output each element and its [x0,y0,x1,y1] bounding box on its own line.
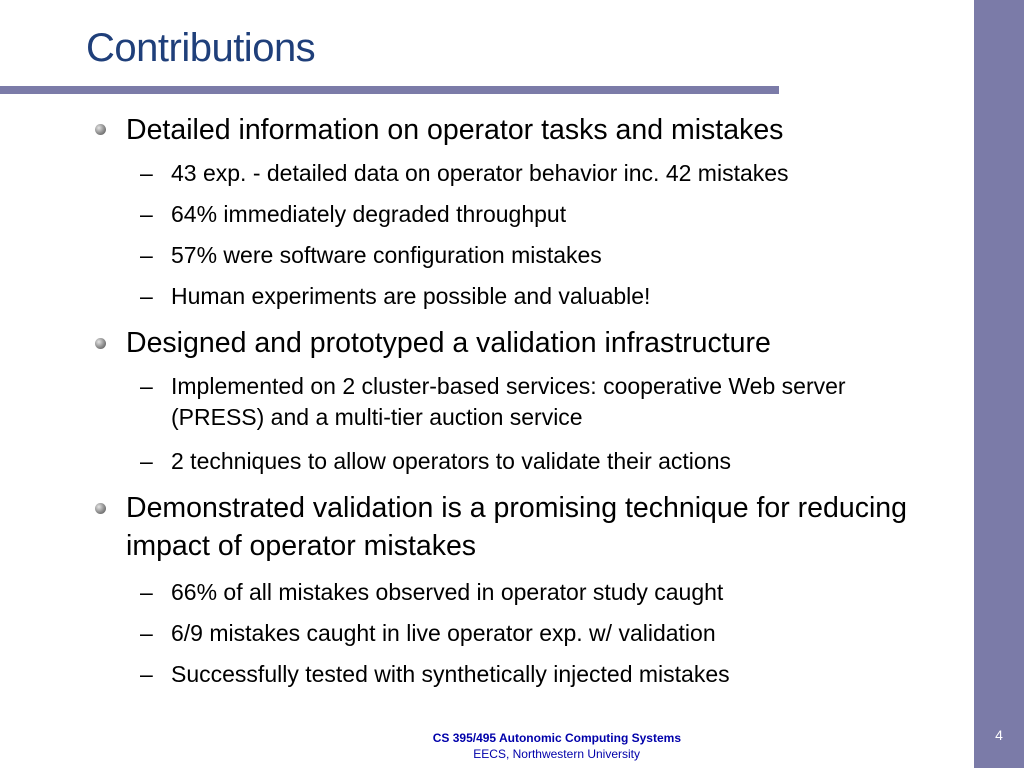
bullet-icon [95,124,106,135]
bullet-2-sub-1: Implemented on 2 cluster-based services: cooperative Web server (PRESS) and a multi-tier auction service [171,373,846,430]
bullet-3: Demonstrated validation is a promising technique for reducing impact of operator mistakes [126,492,908,562]
bullet-icon [95,503,106,514]
footer-course: CS 395/495 Autonomic Computing Systems [432,731,681,745]
dash-icon: – [140,579,153,605]
bullet-1-sub-4: Human experiments are possible and valuable! [171,283,651,309]
bullet-icon [95,338,106,349]
dash-icon: – [140,283,153,309]
dash-icon: – [140,620,153,646]
dash-icon: – [140,661,153,687]
bullet-3-sub-2: 6/9 mistakes caught in live operator exp. w/ validation [171,620,716,646]
dash-icon: – [140,201,153,227]
bullet-1-sub-3: 57% were software configuration mistakes [171,242,602,268]
right-decorative-band [974,0,1024,768]
bullet-3-sub-1: 66% of all mistakes observed in operator study caught [171,579,724,605]
bullet-3-sub-3: Successfully tested with synthetically injected mistakes [171,661,730,687]
bullet-1-sub-2: 64% immediately degraded throughput [171,201,567,227]
bullet-1-sub-1: 43 exp. - detailed data on operator behavior inc. 42 mistakes [171,160,789,186]
bullet-2-sub-2: 2 techniques to allow operators to validate their actions [171,448,731,474]
footer-department: EECS, Northwestern University [473,747,640,761]
bullet-1: Detailed information on operator tasks and mistakes [126,114,784,146]
dash-icon: – [140,448,153,474]
dash-icon: – [140,373,153,399]
dash-icon: – [140,160,153,186]
dash-icon: – [140,242,153,268]
bullet-2: Designed and prototyped a validation infrastructure [126,327,771,359]
slide-title: Contributions [86,26,316,70]
page-number: 4 [995,727,1003,743]
